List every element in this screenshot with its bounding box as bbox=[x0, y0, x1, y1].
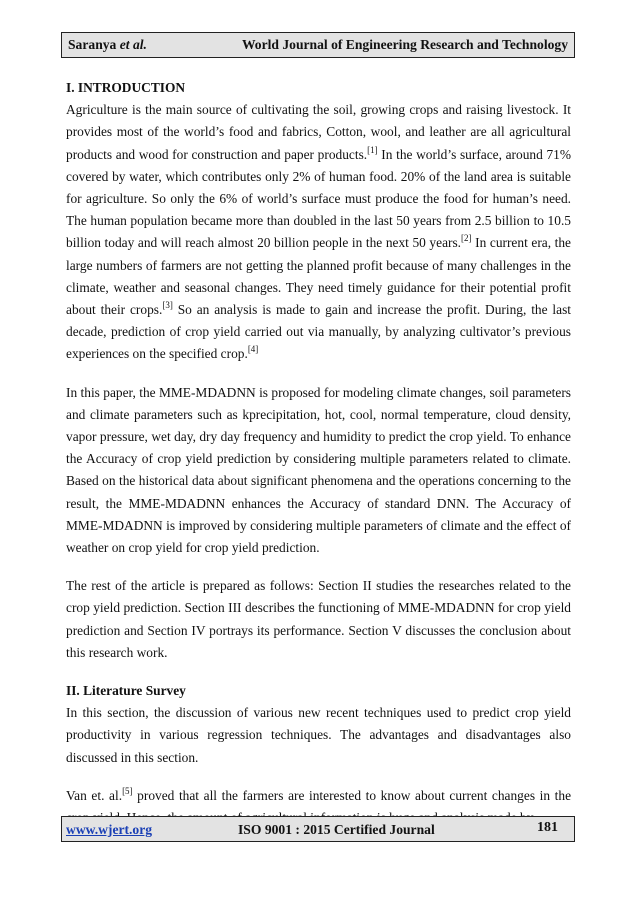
header-journal: World Journal of Engineering Research and Technology bbox=[241, 37, 568, 52]
running-header bbox=[61, 32, 575, 58]
article-body bbox=[66, 77, 571, 829]
running-footer bbox=[61, 816, 575, 842]
header-author: Saranya et al. bbox=[68, 37, 147, 52]
paragraph-lit-1: In this section, the discussion of various new recent techniques used to predict crop yield productivity in various regression techniques. The advantages and disadvantages also discussed in this section. bbox=[66, 705, 571, 765]
paragraph-intro-3: The rest of the article is prepared as follows: Section II studies the researches related to the crop yield prediction. Section III describes the functioning of MME-MDADNN for crop yield prediction and Section IV portrays its performance. Section V discusses the conclusion about this research work. bbox=[66, 578, 571, 660]
section-heading-literature-survey: II. Literature Survey bbox=[66, 683, 186, 699]
citation-2: [2] bbox=[461, 233, 472, 244]
section-heading-introduction: I. INTRODUCTION bbox=[66, 80, 186, 95]
citation-1: [1] bbox=[367, 144, 378, 155]
citation-4: [4] bbox=[247, 344, 259, 355]
journal-url-link[interactable]: www.wjert.org bbox=[66, 822, 153, 837]
iso-certification: ISO 9001 : 2015 Certified Journal bbox=[238, 822, 435, 837]
page-number: 181 bbox=[537, 820, 558, 835]
citation-3: [3] bbox=[162, 300, 173, 311]
paragraph-intro-2: In this paper, the MME-MDADNN is proposed for modeling climate changes, soil parameters and climate parameters such as kprecipitation, hot, cool, normal temperature, cloud density, vapor pressure, wet day, dry day frequency and humidity to predict the crop yield. To enhance the Accuracy of crop yield prediction by considering multiple parameters related to climate. Based on the historical data about significant phenomena and the operations concerning to the result, the MME-MDADNN enhances the Accuracy of standard DNN. The Accuracy of MME-MDADNN is improved by considering multiple parameters of climate and the effect of weather on crop yield for crop yield prediction. bbox=[66, 384, 571, 556]
header-etal: et al. bbox=[119, 37, 147, 52]
paragraph-lit-2: Van et. al.[5] proved that all the farmers are interested to know about current changes in the bbox=[66, 785, 572, 803]
paragraph-intro-1: Agriculture is the main source of cultivating the soil, growing crops and raising livestock. It provides most of the world’s food and fabrics, Cotton, wool, and leather are all agricultural products and wood for construction and paper products.[1] In the world’s surface, around 71% covered by water, which contributes only 2% of human food. 20% of the land area is suitable for agriculture. So only the 6% of world’s surface must produce the food for human’s need. The human population became more than doubled in the last 50 years from 2.5 billion to 10.5 billion today and will reach almost 20 billion people in the next 50 years.[2] In current era, the large numbers of farmers are not getting the planned profit because of many challenges in the climate, weather and seasonal changes. They need timely guidance for their potential profit about their crops.[3] So an analysis is made to gain and increase the profit. During, the last decade, prediction of crop yield carried out via manually, by analyzing cultivator’s previous experiences on the specified crop.[4] bbox=[66, 102, 572, 362]
citation-5: [5] bbox=[122, 785, 133, 796]
